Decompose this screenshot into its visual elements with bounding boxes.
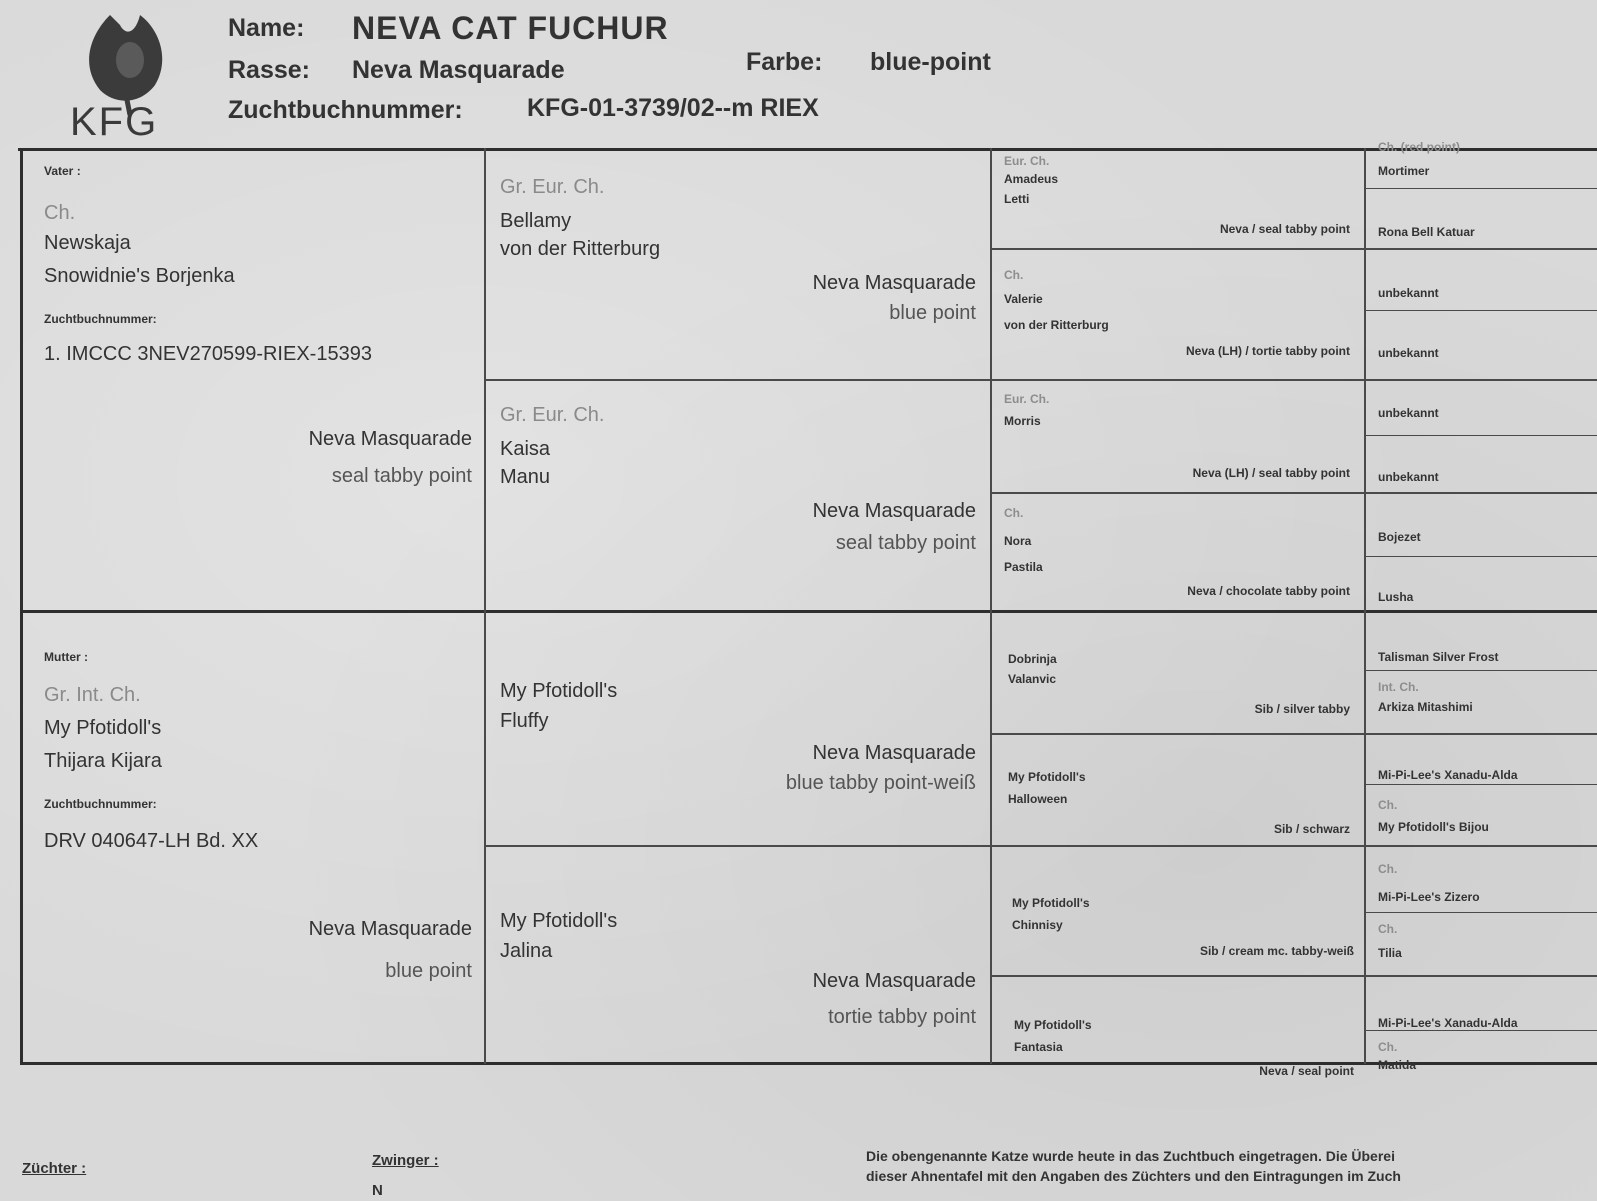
gp-name-1: Kaisa [500,438,551,460]
gp-row-line-1 [484,379,990,381]
mother-regnum: DRV 040647-LH Bd. XX [44,830,259,852]
ggp-row-line-1 [990,248,1597,250]
father-role: Vater : [44,164,81,178]
g4-title: Ch. [1378,798,1398,812]
g4-name: Matida [1378,1058,1417,1072]
g4-title: Ch. [1378,862,1398,876]
mother-role: Mutter : [44,650,88,664]
column-line-3 [1364,148,1366,1064]
gp-name-2: von der Ritterburg [500,238,661,260]
ggp-row-line-7 [990,975,1597,977]
gp-color: blue point [889,302,976,324]
ggp-name-2: Chinnisy [1012,918,1063,932]
gp-title: Gr. Eur. Ch. [500,404,605,426]
g4-name: Rona Bell Katuar [1378,225,1475,239]
ggp-name-1: My Pfotidoll's [1012,896,1090,910]
gp-breed: Neva Masquarade [812,272,976,294]
g4-name: Mi-Pi-Lee's Zizero [1378,890,1480,904]
gp-color: blue tabby point-weiß [785,772,976,794]
ggp-name-2: Letti [1004,192,1030,206]
ggp-name-1: My Pfotidoll's [1014,1018,1092,1032]
ggp-name-1: Nora [1004,534,1032,548]
ggp-name-2: Fantasia [1014,1040,1063,1054]
ggp-info: Sib / cream mc. tabby-weiß [1199,944,1354,958]
g4-line [1364,1030,1597,1031]
ggp-title: Ch. [1004,268,1024,282]
ggp-name-2: von der Ritterburg [1004,318,1109,332]
g4-name: Mortimer [1378,164,1430,178]
logo-text: KFG [70,100,159,144]
footer-note-line-2: dieser Ahnentafel mit den Angaben des Züchters und den Eintragungen im Zuch [866,1168,1401,1184]
gp-title: Gr. Eur. Ch. [500,176,605,198]
ggp-name-1: Morris [1004,414,1041,428]
g4-line [1364,435,1597,436]
g4-name: unbekannt [1378,286,1439,300]
g4-name: Tilia [1378,946,1402,960]
g4-title: Ch. [1378,1040,1398,1054]
ggp-row-line-3 [990,492,1597,494]
ggp-row-line-2 [990,379,1597,381]
table-top-border [18,148,1597,151]
gp-breed: Neva Masquarade [812,500,976,522]
ggp-info: Neva / seal tabby point [1219,222,1350,236]
column-line-1 [484,148,486,1064]
g4-name: unbekannt [1378,470,1439,484]
father-regnum: 1. IMCCC 3NEV270599-RIEX-15393 [44,343,372,365]
gp-name-1: My Pfotidoll's [500,910,618,932]
gp-row-line-2 [484,845,990,847]
ggp-info: Neva / seal point [1259,1064,1354,1078]
g4-title: Ch. [1378,922,1398,936]
g4-name: Lusha [1378,590,1414,604]
gp-name-1: Bellamy [500,210,572,232]
ggp-name-2: Halloween [1008,792,1068,806]
g4-name: My Pfotidoll's Bijou [1378,820,1489,834]
regnum-label: Zuchtbuchnummer: [228,96,463,124]
g4-name: Bojezet [1378,530,1421,544]
ggp-info: Neva (LH) / tortie tabby point [1185,344,1350,358]
cat-name: NEVA CAT FUCHUR [352,10,669,46]
father-title: Ch. [44,202,76,224]
father-name-2: Snowidnie's Borjenka [44,265,235,287]
gp-color: tortie tabby point [828,1006,976,1028]
kennel-partial: N [372,1182,383,1199]
father-breed: Neva Masquarade [308,428,472,450]
mother-breed: Neva Masquarade [308,918,472,940]
ggp-title: Eur. Ch. [1004,154,1050,168]
footer-note-line-1: Die obengenannte Katze wurde heute in das Zuchtbuch eingetragen. Die Überei [866,1148,1395,1164]
g4-name: Mi-Pi-Lee's Xanadu-Alda [1378,768,1518,782]
g4-line [1364,188,1597,189]
ggp-info: Neva (LH) / seal tabby point [1192,466,1350,480]
gp-name-2: Jalina [500,940,553,962]
ggp-row-line-6 [990,845,1597,847]
ggp-info: Sib / silver tabby [1254,702,1350,716]
color-value: blue-point [870,48,991,76]
ggp-title: Ch. [1004,506,1024,520]
table-left-border [20,148,23,1065]
name-label: Name: [228,14,305,42]
g4-line [1364,784,1597,785]
ggp-name-2: Pastila [1004,560,1043,574]
father-name-1: Newskaja [44,232,131,254]
gp-breed: Neva Masquarade [812,742,976,764]
gp-name-1: My Pfotidoll's [500,680,618,702]
breed-label: Rasse: [228,56,310,84]
g4-name: unbekannt [1378,346,1439,360]
gp-name-2: Fluffy [500,710,549,732]
g4-line [1364,556,1597,557]
mother-title: Gr. Int. Ch. [44,684,141,706]
table-bottom-border [20,1062,1597,1065]
kennel-label: Zwinger : [372,1152,439,1169]
mother-color: blue point [385,960,472,982]
ggp-name-1: Dobrinja [1008,652,1057,666]
father-regnum-label: Zuchtbuchnummer: [44,312,157,326]
g4-name: unbekannt [1378,406,1439,420]
g4-name: Mi-Pi-Lee's Xanadu-Alda [1378,1016,1518,1030]
mother-name-2: Thijara Kijara [44,750,162,772]
breeder-label: Züchter : [22,1160,87,1177]
gp-color: seal tabby point [835,532,976,554]
g4-line [1364,310,1597,311]
ggp-row-line-5 [990,733,1597,735]
ggp-title: Eur. Ch. [1004,392,1050,406]
mother-regnum-label: Zuchtbuchnummer: [44,797,157,811]
g4-title: Ch. (red point) [1378,140,1460,154]
breed-value: Neva Masquarade [352,56,565,84]
g4-name: Talisman Silver Frost [1378,650,1499,664]
ggp-name-1: Valerie [1004,292,1043,306]
g4-name: Arkiza Mitashimi [1378,700,1473,714]
ggp-name-1: Amadeus [1004,172,1059,186]
ggp-info: Neva / chocolate tabby point [1187,584,1350,598]
father-color: seal tabby point [331,465,472,487]
ggp-name-1: My Pfotidoll's [1008,770,1086,784]
column-line-2 [990,148,992,1064]
g4-line [1364,670,1597,671]
ggp-name-2: Valanvic [1008,672,1057,686]
parents-divider [20,610,1597,613]
gp-name-2: Manu [500,466,551,488]
regnum-value: KFG-01-3739/02--m RIEX [527,94,819,122]
mother-name-1: My Pfotidoll's [44,717,162,739]
gp-breed: Neva Masquarade [812,970,976,992]
color-label: Farbe: [746,48,823,76]
g4-title: Int. Ch. [1378,680,1419,694]
g4-line [1364,912,1597,913]
ggp-info: Sib / schwarz [1273,822,1350,836]
